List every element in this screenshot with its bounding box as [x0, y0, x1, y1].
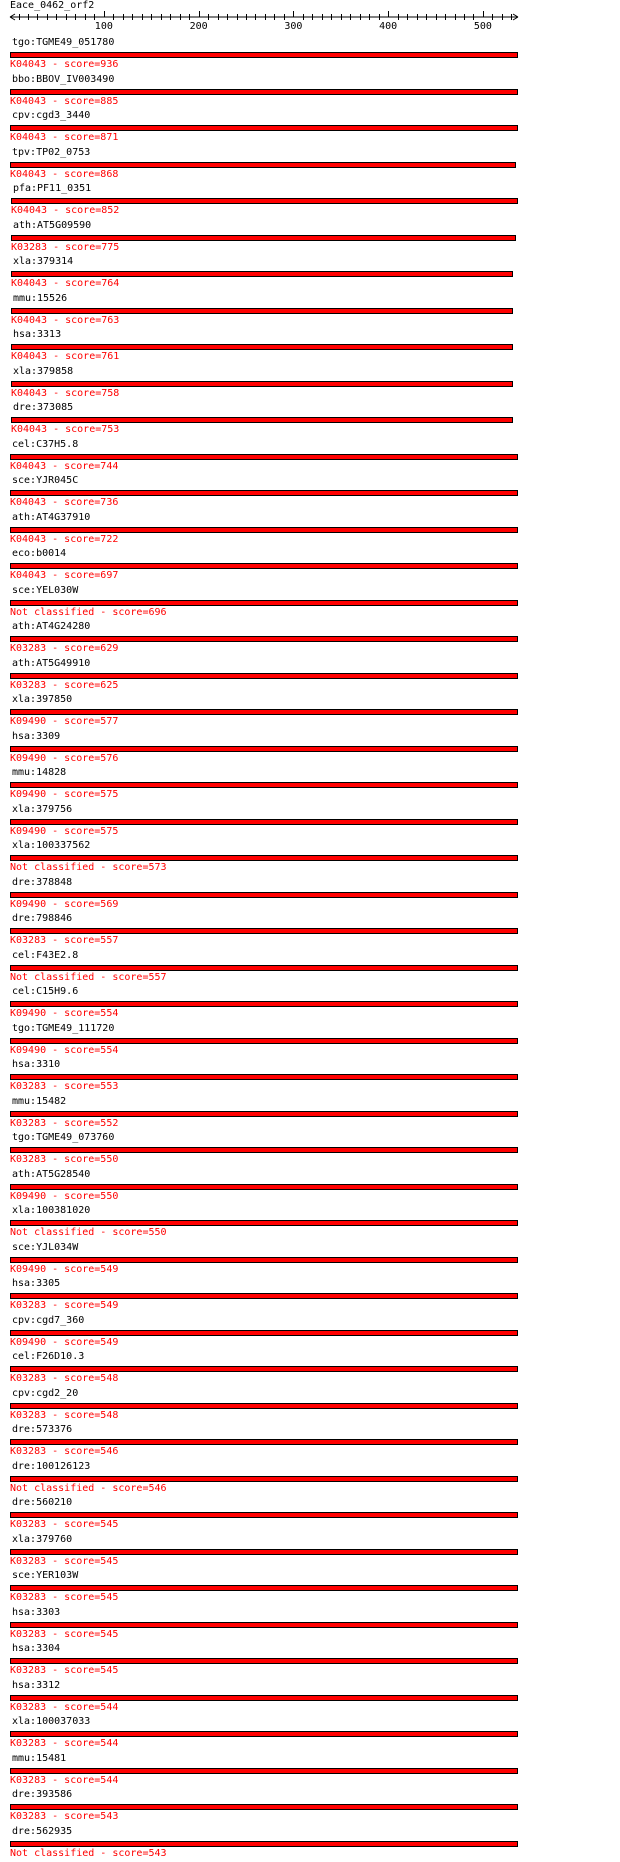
hit-row[interactable]: [0, 37, 620, 73]
hit-score-label: Not classified - score=573: [10, 862, 167, 873]
hit-gene-name[interactable]: mmu:15481: [12, 1752, 67, 1764]
hit-gene-name[interactable]: mmu:15526: [12, 292, 68, 304]
hit-gene-name[interactable]: pfa:PF11_0351: [12, 183, 92, 194]
hit-alignment-bar[interactable]: [11, 344, 513, 350]
hit-gene-name[interactable]: hsa:3312: [12, 1679, 61, 1691]
hit-gene-name[interactable]: sce:YER103W: [12, 1570, 79, 1581]
hit-row[interactable]: [0, 1023, 620, 1059]
hit-gene-name[interactable]: xla:379858: [12, 365, 74, 377]
hit-alignment-bar[interactable]: [11, 271, 513, 277]
hit-score-label: K03283 - score=549: [10, 1300, 119, 1311]
hit-alignment-bar[interactable]: [11, 381, 513, 387]
hit-row[interactable]: [0, 694, 620, 730]
hit-gene-name[interactable]: ath:AT4G37910: [12, 511, 91, 523]
hit-row[interactable]: [0, 1315, 620, 1351]
hit-score-label: K04043 - score=885: [10, 95, 119, 107]
hit-alignment-bar[interactable]: [10, 1330, 518, 1336]
hit-alignment-bar[interactable]: [10, 1001, 518, 1007]
hit-score-label: K04043 - score=736: [10, 497, 119, 508]
hit-alignment-bar[interactable]: [10, 673, 518, 679]
hit-score-label: K03283 - score=545: [10, 1519, 119, 1530]
hit-score-label: K04043 - score=764: [10, 278, 120, 289]
hit-alignment-bar[interactable]: [10, 89, 518, 95]
hit-gene-name[interactable]: ath:AT4G24280: [12, 621, 91, 632]
hit-gene-name[interactable]: xla:100337562: [12, 840, 91, 851]
hit-score-label: K04043 - score=761: [10, 351, 120, 362]
hit-score-label: Not classified - score=557: [10, 971, 167, 983]
hit-score-label: K09490 - score=549: [10, 1263, 119, 1275]
hit-score-label: K04043 - score=697: [10, 570, 119, 581]
hit-alignment-bar[interactable]: [11, 417, 513, 423]
hit-gene-name[interactable]: hsa:3309: [12, 730, 61, 742]
hit-alignment-bar[interactable]: [11, 235, 516, 241]
hit-row[interactable]: [0, 585, 620, 621]
hit-alignment-bar[interactable]: [10, 819, 518, 825]
hit-gene-name[interactable]: eco:b0014: [12, 548, 67, 559]
ruler-tick-label: 400: [379, 21, 398, 32]
hit-row[interactable]: [0, 1826, 620, 1862]
hit-alignment-bar[interactable]: [10, 1695, 518, 1701]
hit-gene-name[interactable]: cel:C37H5.8: [12, 438, 79, 450]
hit-score-label: K03283 - score=546: [10, 1446, 119, 1457]
hit-row[interactable]: [0, 731, 620, 767]
hit-gene-name[interactable]: cel:F43E2.8: [12, 949, 79, 961]
hit-alignment-bar[interactable]: [10, 965, 518, 971]
hit-row[interactable]: [0, 804, 620, 840]
hit-gene-name[interactable]: dre:562935: [12, 1825, 73, 1837]
hit-row[interactable]: [0, 1205, 620, 1241]
hit-gene-name[interactable]: xla:379314: [12, 256, 74, 267]
hit-row[interactable]: [0, 1497, 620, 1533]
hit-score-label: K03283 - score=543: [10, 1811, 119, 1822]
hit-row[interactable]: [0, 913, 620, 949]
hit-score-label: K09490 - score=577: [10, 716, 119, 727]
hit-score-label: K04043 - score=763: [10, 314, 120, 326]
hit-alignment-bar[interactable]: [10, 1074, 518, 1080]
hit-alignment-bar[interactable]: [10, 1403, 518, 1409]
hit-gene-name[interactable]: hsa:3303: [12, 1606, 61, 1618]
hit-row[interactable]: [0, 1169, 620, 1205]
hit-alignment-bar[interactable]: [10, 490, 518, 496]
hit-score-label: K03283 - score=548: [10, 1409, 119, 1421]
hit-gene-name[interactable]: tpv:TP02_0753: [12, 146, 91, 158]
hit-row[interactable]: [0, 950, 620, 986]
hit-score-label: K04043 - score=722: [10, 533, 119, 545]
hit-alignment-bar[interactable]: [10, 782, 518, 788]
hit-gene-name[interactable]: bbo:BBOV_IV003490: [12, 73, 115, 85]
hit-row[interactable]: [0, 877, 620, 913]
hit-row[interactable]: [0, 1132, 620, 1168]
hit-gene-name[interactable]: ath:AT5G09590: [12, 219, 92, 231]
hit-row[interactable]: [0, 1607, 620, 1643]
hit-alignment-bar[interactable]: [10, 746, 518, 752]
hit-score-label: K09490 - score=554: [10, 1008, 119, 1019]
hit-gene-name[interactable]: dre:378848: [12, 876, 73, 888]
hit-alignment-bar[interactable]: [10, 636, 518, 642]
hit-row[interactable]: [0, 110, 620, 146]
hit-row[interactable]: [0, 1388, 620, 1424]
hit-gene-name[interactable]: hsa:3310: [12, 1059, 61, 1070]
hit-alignment-bar[interactable]: [10, 1622, 518, 1628]
hit-score-label: K03283 - score=544: [10, 1738, 119, 1749]
hit-score-label: K03283 - score=544: [10, 1774, 119, 1786]
hit-gene-name[interactable]: dre:798846: [12, 913, 73, 924]
hit-row[interactable]: [0, 1424, 620, 1460]
hit-gene-name[interactable]: dre:373085: [12, 402, 74, 413]
hit-score-label: K09490 - score=550: [10, 1190, 119, 1202]
hit-row[interactable]: [0, 1278, 620, 1314]
hit-score-label: K09490 - score=575: [10, 789, 119, 800]
hit-score-label: K04043 - score=744: [10, 460, 119, 472]
hit-alignment-bar[interactable]: [10, 52, 518, 58]
hit-row[interactable]: [0, 1789, 620, 1825]
hit-alignment-bar[interactable]: [10, 563, 518, 569]
hit-score-label: K03283 - score=552: [10, 1117, 119, 1129]
hit-gene-name[interactable]: xla:100381020: [12, 1205, 91, 1216]
hit-row[interactable]: [0, 840, 620, 876]
hit-score-label: K03283 - score=545: [10, 1628, 119, 1640]
hit-score-label: K03283 - score=553: [10, 1081, 119, 1092]
hit-row[interactable]: [0, 658, 620, 694]
hit-alignment-bar[interactable]: [10, 1147, 518, 1153]
hit-gene-name[interactable]: cpv:cgd7_360: [12, 1314, 85, 1326]
hit-row[interactable]: [0, 1096, 620, 1132]
hit-row[interactable]: [0, 1242, 620, 1278]
hit-alignment-bar[interactable]: [10, 162, 516, 168]
hit-alignment-bar[interactable]: [11, 308, 513, 314]
hit-row[interactable]: [0, 475, 620, 511]
hit-alignment-bar[interactable]: [10, 855, 518, 861]
hit-alignment-bar[interactable]: [10, 1184, 518, 1190]
hit-alignment-bar[interactable]: [10, 454, 518, 460]
hit-row[interactable]: [0, 256, 620, 292]
hit-score-label: K03283 - score=544: [10, 1701, 119, 1713]
hit-score-label: Not classified - score=546: [10, 1482, 167, 1494]
hit-gene-name[interactable]: hsa:3305: [12, 1278, 61, 1289]
hit-row[interactable]: [0, 366, 620, 402]
hit-score-label: K09490 - score=569: [10, 898, 119, 910]
hit-alignment-bar[interactable]: [10, 1293, 518, 1299]
hit-score-label: K03283 - score=550: [10, 1154, 119, 1165]
hit-row[interactable]: [0, 1059, 620, 1095]
hit-gene-name[interactable]: sce:YJL034W: [12, 1241, 79, 1253]
hit-gene-name[interactable]: xla:379756: [12, 803, 73, 815]
hit-score-label: Not classified - score=696: [10, 606, 167, 618]
ruler-tick-label: 300: [284, 21, 303, 32]
hit-gene-name[interactable]: dre:560210: [12, 1497, 73, 1508]
hit-alignment-bar[interactable]: [11, 198, 518, 204]
hit-score-label: K03283 - score=545: [10, 1555, 119, 1567]
hit-alignment-bar[interactable]: [10, 125, 518, 131]
hit-gene-name[interactable]: xla:397850: [12, 694, 73, 705]
query-title: Eace_0462_orf2: [10, 0, 95, 11]
hit-alignment-bar[interactable]: [10, 527, 518, 533]
hit-alignment-bar[interactable]: [10, 1768, 518, 1774]
hit-score-label: K04043 - score=936: [10, 59, 119, 70]
hit-alignment-bar[interactable]: [10, 1804, 518, 1810]
hit-score-label: K03283 - score=775: [10, 241, 120, 253]
ruler-tick-label: 100: [94, 21, 113, 32]
hit-gene-name[interactable]: hsa:3304: [12, 1643, 61, 1654]
hit-row[interactable]: [0, 1461, 620, 1497]
hit-row[interactable]: [0, 1534, 620, 1570]
hit-score-label: K03283 - score=545: [10, 1665, 119, 1676]
hit-alignment-bar[interactable]: [10, 928, 518, 934]
hit-score-label: K09490 - score=576: [10, 752, 119, 764]
hit-gene-name[interactable]: dre:100126123: [12, 1460, 91, 1472]
hit-alignment-bar[interactable]: [10, 709, 518, 715]
hit-gene-name[interactable]: dre:573376: [12, 1424, 73, 1435]
hit-score-label: K04043 - score=758: [10, 387, 120, 399]
ruler-tick-label: 500: [473, 21, 492, 32]
hit-gene-name[interactable]: dre:393586: [12, 1789, 73, 1800]
hit-row[interactable]: [0, 183, 620, 219]
hit-score-label: K03283 - score=548: [10, 1373, 119, 1384]
hit-row[interactable]: [0, 439, 620, 475]
hit-gene-name[interactable]: mmu:15482: [12, 1095, 67, 1107]
hit-row[interactable]: [0, 767, 620, 803]
hit-row[interactable]: [0, 293, 620, 329]
hit-score-label: K04043 - score=868: [10, 168, 119, 180]
hit-score-label: K03283 - score=557: [10, 935, 119, 946]
hit-row[interactable]: [0, 1351, 620, 1387]
hit-gene-name[interactable]: tgo:TGME49_111720: [12, 1022, 115, 1034]
hit-row[interactable]: [0, 1680, 620, 1716]
hit-alignment-bar[interactable]: [10, 1366, 518, 1372]
hit-row[interactable]: [0, 548, 620, 584]
hit-gene-name[interactable]: mmu:14828: [12, 767, 67, 778]
hit-row[interactable]: [0, 74, 620, 110]
hit-alignment-bar[interactable]: [10, 600, 518, 606]
hit-alignment-bar[interactable]: [10, 892, 518, 898]
hit-score-label: K04043 - score=852: [10, 205, 120, 216]
ruler-tick-label: 200: [189, 21, 208, 32]
hit-alignment-bar[interactable]: [10, 1476, 518, 1482]
hit-score-label: K03283 - score=545: [10, 1592, 119, 1603]
hit-row[interactable]: [0, 986, 620, 1022]
hit-row[interactable]: [0, 1643, 620, 1679]
hit-score-label: Not classified - score=543: [10, 1847, 167, 1859]
hit-alignment-bar[interactable]: [10, 1220, 518, 1226]
hit-alignment-bar[interactable]: [10, 1731, 518, 1737]
hit-score-label: K03283 - score=629: [10, 643, 119, 654]
hit-gene-name[interactable]: xla:100037033: [12, 1716, 91, 1727]
hit-gene-name[interactable]: cpv:cgd3_3440: [12, 110, 91, 121]
hit-row[interactable]: [0, 621, 620, 657]
hit-row[interactable]: [0, 402, 620, 438]
hit-row[interactable]: [0, 1753, 620, 1789]
hit-gene-name[interactable]: tgo:TGME49_073760: [12, 1132, 115, 1143]
hit-alignment-bar[interactable]: [10, 1658, 518, 1664]
hit-row[interactable]: [0, 329, 620, 365]
hit-gene-name[interactable]: ath:AT5G28540: [12, 1168, 91, 1180]
hit-alignment-bar[interactable]: [10, 1512, 518, 1518]
hit-score-label: K04043 - score=871: [10, 132, 119, 143]
hit-gene-name[interactable]: xla:379760: [12, 1533, 73, 1545]
hit-score-label: K09490 - score=554: [10, 1044, 119, 1056]
hit-alignment-bar[interactable]: [10, 1439, 518, 1445]
hit-gene-name[interactable]: sce:YJR045C: [12, 475, 79, 486]
hit-row[interactable]: [0, 147, 620, 183]
hit-gene-name[interactable]: cel:C15H9.6: [12, 986, 79, 997]
hit-gene-name[interactable]: cpv:cgd2_20: [12, 1387, 79, 1399]
hit-gene-name[interactable]: sce:YEL030W: [12, 584, 79, 596]
hit-score-label: K09490 - score=549: [10, 1336, 119, 1348]
hit-score-label: K09490 - score=575: [10, 825, 119, 837]
hit-row[interactable]: [0, 512, 620, 548]
hit-gene-name[interactable]: tgo:TGME49_051780: [12, 37, 115, 48]
hit-alignment-bar[interactable]: [10, 1111, 518, 1117]
hit-alignment-bar[interactable]: [10, 1841, 518, 1847]
hit-gene-name[interactable]: ath:AT5G49910: [12, 657, 91, 669]
hit-row[interactable]: [0, 1570, 620, 1606]
hit-row[interactable]: [0, 220, 620, 256]
hit-score-label: Not classified - score=550: [10, 1227, 167, 1238]
hit-row[interactable]: [0, 1716, 620, 1752]
hit-alignment-bar[interactable]: [10, 1257, 518, 1263]
hit-gene-name[interactable]: cel:F26D10.3: [12, 1351, 85, 1362]
hit-alignment-bar[interactable]: [10, 1038, 518, 1044]
hit-alignment-bar[interactable]: [10, 1585, 518, 1591]
hit-gene-name[interactable]: hsa:3313: [12, 329, 62, 340]
hit-score-label: K04043 - score=753: [10, 424, 120, 435]
hit-score-label: K03283 - score=625: [10, 679, 119, 691]
hit-alignment-bar[interactable]: [10, 1549, 518, 1555]
